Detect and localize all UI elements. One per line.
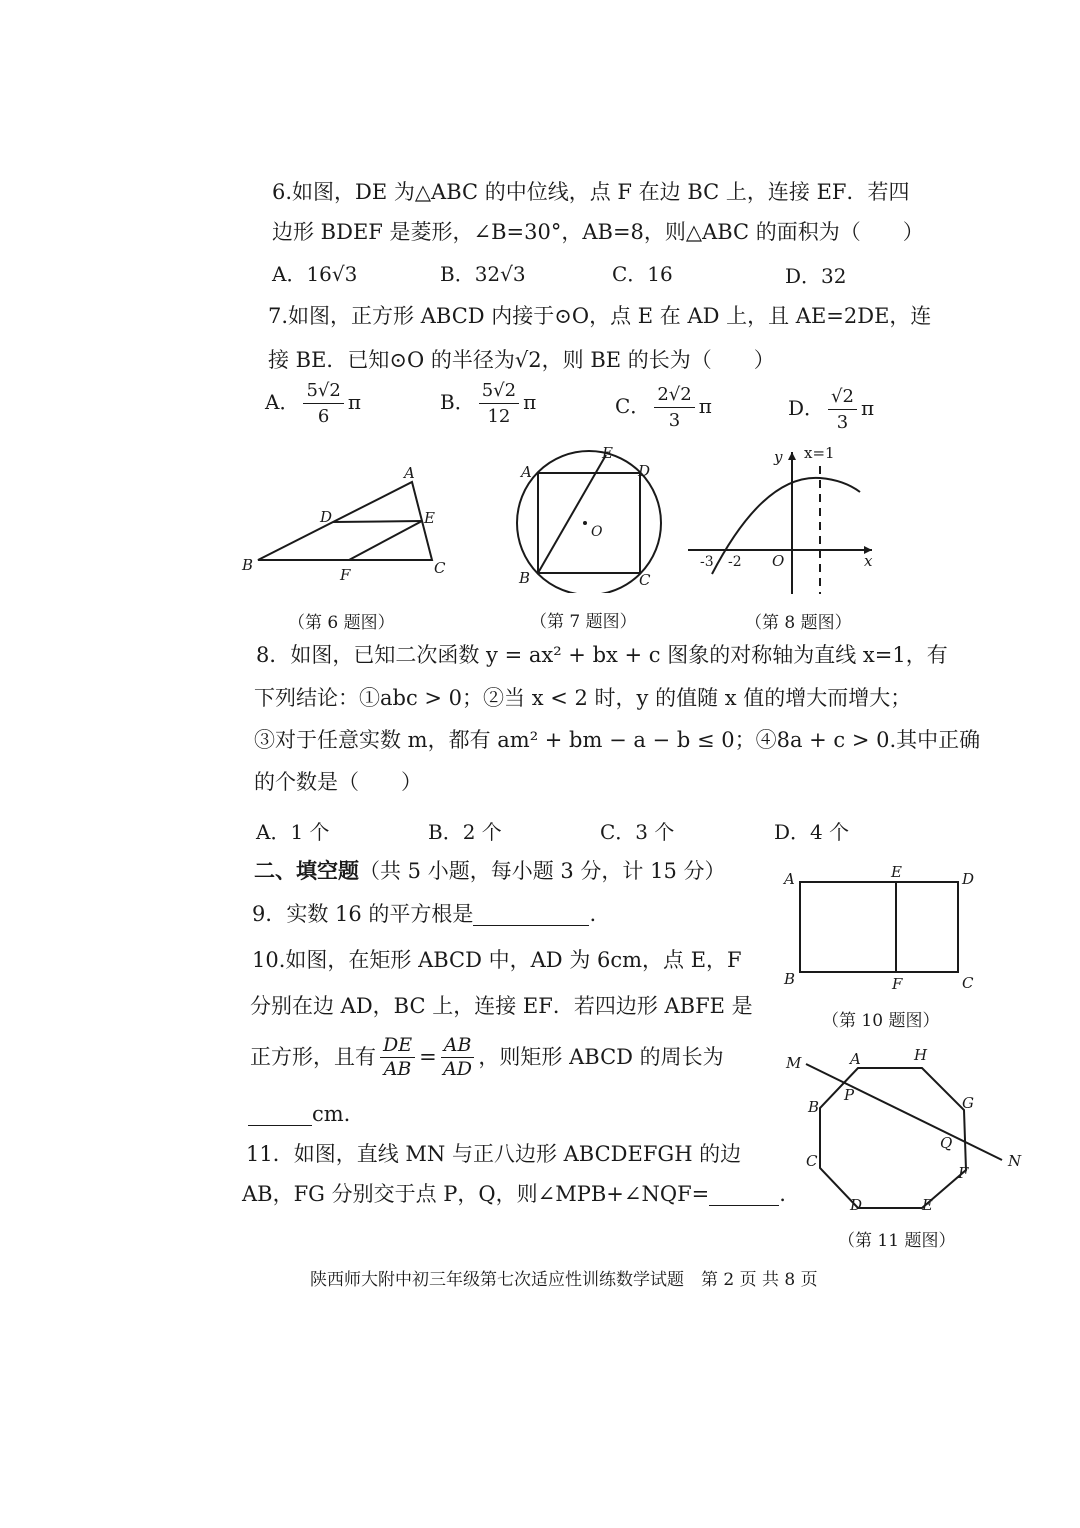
q8-option-a: A．1 个 xyxy=(256,820,330,844)
q7-line2: 接 BE．已知⊙O 的半径为√2，则 BE 的长为（ ） xyxy=(268,348,775,372)
q7-option-d: D． $\frac{√2}{3}$ π xyxy=(788,386,875,433)
q7-option-b: B． $\frac{5√2}{12}$ π xyxy=(440,380,537,427)
fig11-label-h: H xyxy=(914,1046,928,1064)
figure-8 xyxy=(684,444,884,604)
fig11-label-d: D xyxy=(850,1196,863,1214)
q8-option-b: B．2 个 xyxy=(428,820,502,844)
fig6-label-f: F xyxy=(340,566,351,584)
figure-6 xyxy=(236,460,456,590)
q6-line2: 边形 BDEF 是菱形，∠B=30°，AB=8，则△ABC 的面积为（ ） xyxy=(272,220,924,244)
fig7-label-e: E xyxy=(602,444,613,462)
fig6-caption: （第 6 题图） xyxy=(288,613,395,633)
fig10-label-b: B xyxy=(784,970,796,988)
fig10-label-a: A xyxy=(784,870,795,888)
fig7-label-a: A xyxy=(521,463,532,481)
fig11-label-b: B xyxy=(808,1098,820,1116)
fig6-label-d: D xyxy=(320,508,333,526)
page-footer: 陕西师大附中初三年级第七次适应性训练数学试题 第 2 页 共 8 页 xyxy=(310,1270,818,1290)
fig11-label-e: E xyxy=(922,1196,933,1214)
q10-line3: 正方形，且有 $\frac{DE}{AB}$ = $\frac{AB}{AD}$ ，则矩形 ABCD 的周长为 xyxy=(250,1034,724,1080)
q11-line2: AB，FG 分别交于点 P，Q，则∠MPB+∠NQF= . xyxy=(242,1182,786,1206)
q10-fraction-ab-ad: $\frac{AB}{AD}$ xyxy=(441,1036,475,1079)
q9: 9．实数 16 的平方根是 . xyxy=(252,902,597,926)
fig7-label-b: B xyxy=(519,569,531,587)
fig8-label-axis: x=1 xyxy=(804,444,835,462)
fig8-label-minus2: -2 xyxy=(728,554,742,570)
fig10-caption: （第 10 题图） xyxy=(822,1011,940,1031)
q9-answer-blank[interactable] xyxy=(473,904,589,926)
fig11-caption: （第 11 题图） xyxy=(838,1231,956,1251)
q8-line3: ③对于任意实数 m，都有 am² + bm − a − b ≤ 0；④8a + c > 0.其中正确 xyxy=(254,728,981,752)
fig7-label-c: C xyxy=(639,571,651,589)
fig8-label-y: y xyxy=(774,448,783,466)
figure-7 xyxy=(505,443,675,593)
q7-option-a: A． $\frac{5√2}{6}$ π xyxy=(265,380,361,427)
fig8-label-o: O xyxy=(772,552,785,570)
fig7-caption: （第 7 题图） xyxy=(530,612,637,632)
fig11-label-q: Q xyxy=(940,1134,953,1152)
figure-10 xyxy=(778,864,978,994)
fig11-label-p: P xyxy=(844,1086,855,1104)
fig10-label-d: D xyxy=(962,870,975,888)
q6-option-a: A．16√3 xyxy=(272,262,358,286)
q7-line1: 7.如图，正方形 ABCD 内接于⊙O，点 E 在 AD 上，且 AE=2DE，连 xyxy=(268,304,932,328)
q8-line1: 8．如图，已知二次函数 y = ax² + bx + c 图象的对称轴为直线 x=1，有 xyxy=(256,643,948,667)
fig7-label-o: O xyxy=(591,524,603,540)
q11-answer-blank[interactable] xyxy=(709,1184,779,1206)
q10-answer-blank[interactable] xyxy=(248,1104,312,1126)
fig10-label-e: E xyxy=(891,864,902,881)
q7-option-c: C． $\frac{2√2}{3}$ π xyxy=(615,384,712,431)
fig10-label-c: C xyxy=(962,974,974,992)
fig10-label-f: F xyxy=(892,975,903,993)
q6-option-d: D．32 xyxy=(785,264,847,288)
fig8-label-x: x xyxy=(864,552,873,570)
q11-line1: 11．如图，直线 MN 与正八边形 ABCDEFGH 的边 xyxy=(246,1142,742,1166)
fig8-label-minus3: -3 xyxy=(700,554,714,570)
q10-line4: cm. xyxy=(248,1104,350,1126)
fig6-label-e: E xyxy=(424,509,435,527)
q6-option-c: C．16 xyxy=(612,262,673,286)
fig11-label-c: C xyxy=(806,1152,818,1170)
q10-line2: 分别在边 AD，BC 上，连接 EF．若四边形 ABFE 是 xyxy=(250,994,753,1018)
section2-title: 二、填空题 xyxy=(254,858,359,883)
q6-option-b: B．32√3 xyxy=(440,262,526,286)
fig11-label-a: A xyxy=(850,1050,861,1068)
figure-11 xyxy=(780,1040,1030,1220)
fig6-label-c: C xyxy=(434,559,446,577)
fig11-label-n: N xyxy=(1008,1152,1022,1170)
fig6-label-b: B xyxy=(242,556,254,574)
section2-heading xyxy=(254,860,726,882)
q10-line1: 10.如图，在矩形 ABCD 中，AD 为 6cm，点 E，F xyxy=(252,948,742,972)
fig8-caption: （第 8 题图） xyxy=(745,613,852,633)
q8-option-d: D．4 个 xyxy=(774,820,850,844)
q8-line2: 下列结论：①abc > 0；②当 x < 2 时，y 的值随 x 值的增大而增大； xyxy=(254,686,912,710)
q8-option-c: C．3 个 xyxy=(600,820,675,844)
q10-fraction-de-ab: $\frac{DE}{AB}$ xyxy=(380,1036,415,1079)
fig11-label-f: F xyxy=(958,1164,969,1182)
section2-note: （共 5 小题，每小题 3 分，计 15 分） xyxy=(359,859,726,883)
fig11-label-g: G xyxy=(962,1094,974,1112)
q6-line1: 6.如图，DE 为△ABC 的中位线，点 F 在边 BC 上，连接 EF．若四 xyxy=(272,180,910,204)
fig7-label-d: D xyxy=(638,462,651,480)
fig6-label-a: A xyxy=(404,464,415,482)
fig11-label-m: M xyxy=(786,1054,802,1072)
q8-line4: 的个数是（ ） xyxy=(254,770,422,794)
